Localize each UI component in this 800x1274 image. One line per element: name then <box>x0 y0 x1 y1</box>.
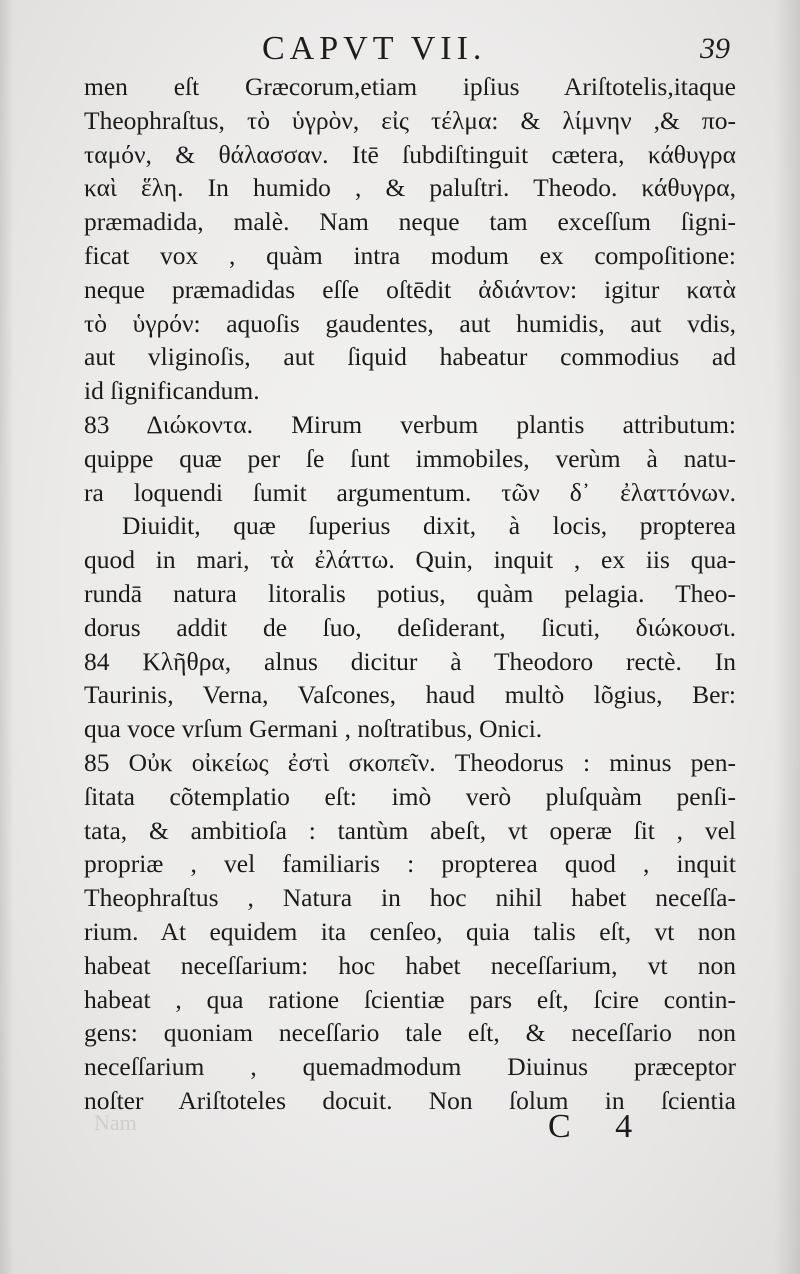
page-number: 39 <box>700 32 730 65</box>
paragraph-start-line: Diuidit, quæ ſuperius dixit, à locis, propterea <box>122 511 736 541</box>
text-line: propriæ , vel familiaris : propterea quod , inquit <box>84 849 736 879</box>
text-line: ra loquendi ſumit argumentum. τῶν δ᾽ ἐλαττόνων. <box>84 477 736 507</box>
text-line: id ſignificandum. <box>84 376 260 406</box>
text-line: rundā natura litoralis potius, quàm pelagia. Theo- <box>84 578 736 608</box>
text-line: καὶ ἕλη. In humido , & paluſtri. Theodo. κάθυγρα, <box>84 173 736 203</box>
text-line: qua voce vrſum Germani , noſtratibus, Onici. <box>84 714 543 744</box>
text-line: Theophraſtus , Natura in hoc nihil habet neceſſa- <box>84 883 736 913</box>
text-line: præmadida, malè. Nam neque tam exceſſum ſigni- <box>84 207 736 237</box>
text-line: τὸ ὑγρόν: aquoſis gaudentes, aut humidis, aut vdis, <box>84 308 736 338</box>
body-text <box>84 70 736 1118</box>
signature-mark: C 4 <box>548 1108 651 1145</box>
signature-line <box>0 1108 800 1158</box>
bleed-through-text: Nam <box>94 1110 137 1135</box>
text-line: habeat neceſſarium: hoc habet neceſſarium, vt non <box>84 950 736 980</box>
note-line-85: 85 Οὐκ οἰκείως ἐστὶ σκοπεῖν. Theodorus : minus pen- <box>84 747 736 777</box>
text-line: quippe quæ per ſe ſunt immobiles, verùm à natu- <box>84 443 736 473</box>
text-line: neque præmadidas eſſe oſtēdit ἀδιάντον: igitur κατὰ <box>84 274 736 304</box>
note-line-84: 84 Κλῆθρα, alnus dicitur à Theodoro rectè. In <box>84 646 736 676</box>
note-line-83: 83 Διώκοντα. Mirum verbum plantis attributum: <box>84 409 736 439</box>
gutter-shadow <box>0 0 14 1274</box>
text-line: rium. At equidem ita cenſeo, quia talis eſt, vt non <box>84 916 736 946</box>
text-line: gens: quoniam neceſſario tale eſt, & neceſſario non <box>84 1018 736 1048</box>
text-line: neceſſarium , quemadmodum Diuinus præceptor <box>84 1052 736 1082</box>
text-line: ſitata cõtemplatio eſt: imò verò pluſquàm penſi- <box>84 781 736 811</box>
text-line: men eſt Græcorum,etiam ipſius Ariſtotelis,itaque <box>84 72 736 101</box>
text-line: Taurinis, Verna, Vaſcones, haud multò lõgius, Ber: <box>84 680 736 710</box>
text-line: habeat , qua ratione ſcientiæ pars eſt, ſcire contin- <box>84 984 736 1014</box>
running-head: CAPVT VII. <box>262 30 487 67</box>
text-line: ταμόν, & θάλασσαν. Itē ſubdiſtinguit cætera, κάθυγρα <box>84 139 736 169</box>
text-line: aut vliginoſis, aut ſiquid habeatur commodius ad <box>84 342 736 372</box>
text-line: ficat vox , quàm intra modum ex compoſitione: <box>84 240 736 270</box>
text-line: tata, & ambitioſa : tantùm abeſt, vt operæ ſit , vel <box>84 815 736 845</box>
text-line: noſter Ariſtoteles docuit. Non ſolum in ſcientia <box>84 1085 736 1115</box>
text-line: dorus addit de ſuo, deſiderant, ſicuti, διώκουσι. <box>84 612 736 642</box>
text-line: Theophraſtus, τὸ ὑγρὸν, εἰς τέλμα: & λίμνην ,& πο- <box>84 105 736 135</box>
page-edge-shadow <box>774 0 800 1274</box>
text-line: quod in mari, τὰ ἐλάττω. Quin, inquit , ex iis qua- <box>84 545 736 575</box>
